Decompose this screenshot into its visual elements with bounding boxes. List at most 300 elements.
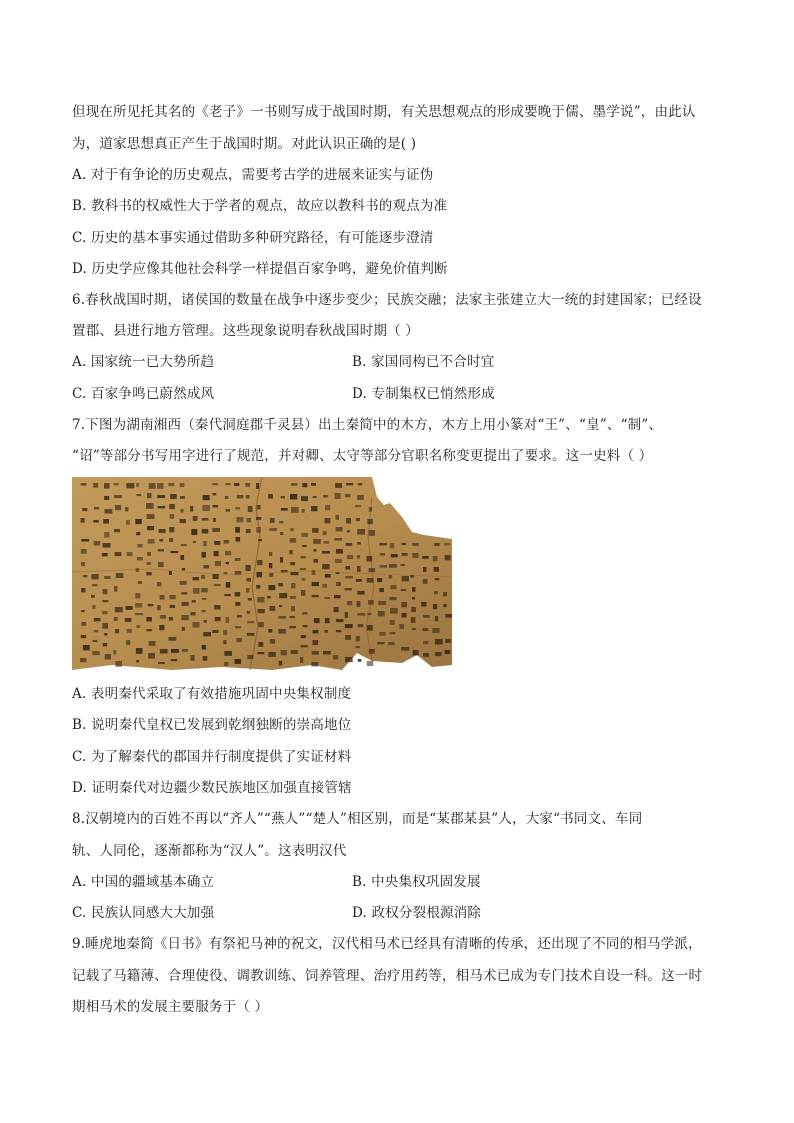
inscription-glyph bbox=[445, 639, 451, 643]
inscription-glyph bbox=[213, 518, 216, 522]
inscription-glyph bbox=[334, 607, 339, 612]
inscription-glyph bbox=[224, 662, 229, 666]
inscription-glyph bbox=[336, 630, 342, 632]
inscription-glyph bbox=[369, 568, 376, 572]
inscription-glyph bbox=[269, 528, 277, 531]
inscription-glyph bbox=[169, 483, 175, 486]
inscription-glyph bbox=[357, 555, 360, 559]
inscription-glyph bbox=[126, 483, 134, 488]
inscription-glyph bbox=[81, 483, 87, 486]
inscription-glyph bbox=[104, 483, 110, 489]
inscription-glyph bbox=[148, 539, 155, 544]
q9-stem-line-3: 期相马术的发展主要服务于（ ） bbox=[72, 999, 269, 1015]
inscription-glyph bbox=[104, 633, 107, 636]
inscription-glyph bbox=[323, 651, 331, 654]
inscription-glyph bbox=[94, 541, 101, 546]
inscription-glyph bbox=[256, 527, 261, 533]
q7-option-c: C. 为了解秦代的郡国并行制度提供了实证材料 bbox=[72, 749, 352, 765]
inscription-glyph bbox=[269, 552, 272, 556]
inscription-glyph bbox=[135, 593, 140, 598]
inscription-glyph bbox=[312, 595, 319, 597]
inscription-glyph bbox=[256, 517, 261, 520]
inscription-glyph bbox=[367, 613, 371, 615]
inscription-glyph bbox=[322, 584, 327, 588]
inscription-glyph bbox=[102, 623, 108, 629]
inscription-glyph bbox=[302, 509, 305, 513]
inscription-glyph bbox=[237, 615, 242, 618]
inscription-glyph bbox=[445, 614, 452, 618]
inscription-glyph bbox=[203, 541, 207, 546]
inscription-glyph bbox=[402, 613, 407, 618]
inscription-glyph bbox=[356, 518, 360, 521]
inscription-glyph bbox=[268, 629, 272, 633]
inscription-glyph bbox=[182, 568, 185, 570]
inscription-glyph bbox=[422, 556, 429, 559]
inscription-glyph bbox=[300, 568, 306, 570]
inscription-glyph bbox=[346, 518, 351, 524]
inscription-glyph bbox=[322, 564, 329, 569]
q6-option-d: D. 专制集权已悄然形成 bbox=[352, 386, 495, 402]
inscription-glyph bbox=[258, 622, 264, 627]
inscription-glyph bbox=[443, 592, 447, 596]
inscription-glyph bbox=[325, 518, 331, 523]
inscription-glyph bbox=[423, 567, 427, 572]
inscription-glyph bbox=[347, 601, 352, 605]
inscription-glyph bbox=[400, 564, 405, 566]
inscription-glyph bbox=[323, 495, 328, 498]
inscription-glyph bbox=[113, 650, 116, 655]
inscription-glyph bbox=[435, 652, 442, 656]
inscription-glyph bbox=[223, 640, 226, 644]
inscription-glyph bbox=[224, 572, 228, 574]
inscription-glyph bbox=[246, 495, 250, 499]
inscription-glyph bbox=[357, 529, 365, 535]
inscription-glyph bbox=[278, 616, 286, 619]
inscription-glyph bbox=[215, 561, 221, 566]
inscription-glyph bbox=[421, 602, 426, 607]
inscription-glyph bbox=[302, 578, 306, 581]
inscription-glyph bbox=[390, 608, 398, 614]
inscription-glyph bbox=[81, 518, 85, 523]
inscription-glyph bbox=[358, 659, 362, 662]
inscription-glyph bbox=[102, 611, 108, 614]
inscription-glyph bbox=[149, 641, 156, 646]
inscription-glyph bbox=[334, 595, 341, 598]
inscription-glyph bbox=[313, 496, 317, 498]
inscription-glyph bbox=[312, 582, 319, 586]
inscription-glyph bbox=[81, 610, 85, 612]
inscription-glyph bbox=[269, 585, 276, 590]
inscription-glyph bbox=[390, 620, 395, 625]
inscription-glyph bbox=[159, 529, 166, 533]
inscription-glyph bbox=[146, 617, 152, 622]
inscription-glyph bbox=[226, 509, 230, 512]
inscription-glyph bbox=[270, 606, 276, 611]
inscription-glyph bbox=[135, 603, 142, 608]
inscription-glyph bbox=[279, 661, 282, 666]
inscription-glyph bbox=[356, 646, 360, 648]
inscription-glyph bbox=[281, 496, 285, 498]
inscription-glyph bbox=[202, 529, 209, 534]
inscription-glyph bbox=[324, 630, 328, 633]
inscription-glyph bbox=[214, 551, 219, 556]
inscription-glyph bbox=[170, 595, 176, 599]
inscription-glyph bbox=[215, 617, 221, 621]
inscription-glyph bbox=[291, 606, 295, 611]
inscription-glyph bbox=[204, 565, 210, 569]
inscription-glyph bbox=[278, 629, 286, 634]
inscription-glyph bbox=[423, 615, 429, 618]
inscription-glyph bbox=[301, 635, 306, 638]
inscription-glyph bbox=[291, 583, 295, 588]
inscription-glyph bbox=[93, 483, 98, 488]
inscription-glyph bbox=[116, 661, 122, 667]
inscription-glyph bbox=[104, 532, 109, 538]
inscription-glyph bbox=[105, 654, 111, 660]
inscription-glyph bbox=[278, 583, 283, 586]
inscription-glyph bbox=[367, 661, 374, 666]
inscription-glyph bbox=[247, 518, 252, 522]
inscription-glyph bbox=[434, 591, 438, 594]
inscription-glyph bbox=[203, 495, 210, 500]
inscription-glyph bbox=[104, 496, 109, 500]
inscription-glyph bbox=[212, 630, 218, 633]
q6-stem-line-2: 置郡、县进行地方管理。这些现象说明春秋战国时期（ ） bbox=[72, 323, 419, 339]
inscription-glyph bbox=[103, 643, 107, 646]
inscription-glyph bbox=[357, 591, 364, 595]
q7-option-d: D. 证明秦代对边疆少数民族地区加强直接管辖 bbox=[72, 780, 352, 796]
inscription-glyph bbox=[236, 517, 243, 522]
inscription-glyph bbox=[147, 493, 152, 498]
inscription-glyph bbox=[313, 630, 319, 633]
inscription-glyph bbox=[312, 570, 316, 575]
inscription-glyph bbox=[201, 588, 208, 592]
inscription-glyph bbox=[411, 617, 416, 623]
inscription-glyph bbox=[347, 530, 350, 533]
inscription-glyph bbox=[247, 633, 255, 636]
inscription-glyph bbox=[345, 576, 353, 579]
inscription-glyph bbox=[346, 483, 353, 485]
inscription-glyph bbox=[136, 532, 140, 535]
inscription-glyph bbox=[324, 597, 330, 599]
inscription-glyph bbox=[433, 556, 438, 561]
inscription-glyph bbox=[148, 653, 155, 659]
inscription-glyph bbox=[279, 593, 287, 598]
inscription-glyph bbox=[169, 617, 173, 621]
inscription-glyph bbox=[379, 588, 384, 592]
q8-stem-line-1: 8.汉朝境内的百姓不再以“齐人”“燕人”“楚人”相区别，而是“某郡某县”人，大家“书同文、车同 bbox=[72, 811, 643, 827]
inscription-glyph bbox=[236, 537, 241, 542]
wooden-tablet-illustration bbox=[72, 477, 452, 670]
inscription-glyph bbox=[423, 579, 428, 584]
inscription-glyph bbox=[412, 553, 418, 558]
inscription-glyph bbox=[94, 618, 101, 621]
inscription-glyph bbox=[445, 650, 451, 654]
inscription-glyph bbox=[147, 562, 151, 565]
inscription-glyph bbox=[291, 483, 297, 486]
inscription-glyph bbox=[236, 638, 242, 642]
inscription-glyph bbox=[347, 555, 353, 559]
inscription-glyph bbox=[169, 571, 172, 575]
inscription-glyph bbox=[103, 543, 111, 548]
inscription-glyph bbox=[423, 641, 428, 644]
inscription-glyph bbox=[336, 582, 341, 586]
inscription-glyph bbox=[290, 562, 295, 565]
inscription-glyph bbox=[126, 606, 133, 610]
qin-wooden-tablet-image bbox=[72, 477, 452, 670]
inscription-glyph bbox=[434, 543, 439, 546]
inscription-glyph bbox=[192, 622, 199, 628]
inscription-glyph bbox=[289, 550, 292, 554]
inscription-glyph bbox=[247, 655, 253, 659]
inscription-glyph bbox=[291, 650, 298, 654]
inscription-glyph bbox=[204, 620, 207, 623]
inscription-glyph bbox=[202, 505, 210, 511]
inscription-glyph bbox=[411, 607, 416, 612]
q8-option-c: C. 民族认同感大大加强 bbox=[72, 905, 215, 921]
inscription-glyph bbox=[190, 612, 195, 616]
inscription-glyph bbox=[203, 656, 208, 661]
inscription-glyph bbox=[103, 589, 108, 594]
inscription-glyph bbox=[146, 503, 154, 509]
inscription-glyph bbox=[435, 578, 440, 580]
inscription-glyph bbox=[281, 650, 287, 655]
inscription-glyph bbox=[335, 483, 342, 488]
inscription-glyph bbox=[81, 588, 85, 592]
inscription-glyph bbox=[356, 579, 362, 582]
inscription-glyph bbox=[412, 543, 419, 546]
inscription-glyph bbox=[345, 612, 348, 618]
q5-stem-line-1: 但现在所见托其名的《老子》一书则写成于战国时期，有关思想观点的形成要晚于儒、墨学说”，由此认 bbox=[72, 104, 696, 120]
inscription-glyph bbox=[170, 605, 176, 608]
q6-option-b: B. 家国同构已不合时宜 bbox=[352, 354, 495, 370]
inscription-glyph bbox=[235, 659, 242, 664]
inscription-glyph bbox=[389, 575, 393, 579]
inscription-glyph bbox=[302, 483, 307, 487]
inscription-glyph bbox=[333, 655, 338, 660]
inscription-glyph bbox=[257, 652, 264, 654]
inscription-glyph bbox=[303, 625, 308, 627]
inscription-glyph bbox=[346, 566, 351, 570]
inscription-glyph bbox=[345, 657, 353, 662]
inscription-glyph bbox=[159, 539, 163, 542]
inscription-glyph bbox=[115, 552, 122, 556]
inscription-glyph bbox=[226, 617, 230, 623]
inscription-glyph bbox=[126, 520, 130, 525]
inscription-glyph bbox=[182, 627, 185, 631]
q6-stem-line-1: 6.春秋战国时期，诸侯国的数量在战争中逐步变少；民族交融；法家主张建立大一统的封建国家；已经设 bbox=[72, 292, 702, 308]
inscription-glyph bbox=[213, 493, 217, 495]
inscription-glyph bbox=[313, 539, 321, 544]
inscription-glyph bbox=[157, 582, 161, 586]
inscription-glyph bbox=[182, 602, 189, 606]
q8-option-a: A. 中国的疆域基本确立 bbox=[72, 874, 215, 890]
inscription-glyph bbox=[92, 584, 97, 586]
inscription-glyph bbox=[213, 505, 219, 508]
inscription-glyph bbox=[213, 574, 219, 579]
inscription-glyph bbox=[280, 532, 283, 535]
inscription-glyph bbox=[377, 578, 382, 582]
inscription-glyph bbox=[257, 597, 264, 603]
inscription-glyph bbox=[291, 572, 299, 575]
inscription-glyph bbox=[181, 544, 187, 546]
inscription-glyph bbox=[146, 629, 151, 631]
q6-option-c: C. 百家争鸣已蔚然成风 bbox=[72, 386, 215, 402]
inscription-glyph bbox=[191, 529, 197, 535]
inscription-glyph bbox=[114, 617, 118, 621]
inscription-glyph bbox=[224, 651, 232, 656]
inscription-glyph bbox=[423, 653, 429, 657]
q6-option-a: A. 国家统一已大势所趋 bbox=[72, 354, 215, 370]
inscription-glyph bbox=[345, 635, 351, 640]
inscription-glyph bbox=[116, 573, 124, 578]
inscription-glyph bbox=[192, 600, 196, 603]
inscription-glyph bbox=[226, 483, 231, 485]
inscription-glyph bbox=[201, 575, 205, 579]
inscription-glyph bbox=[358, 483, 362, 485]
inscription-glyph bbox=[114, 483, 119, 485]
inscription-glyph bbox=[93, 640, 98, 642]
inscription-glyph bbox=[248, 598, 252, 601]
inscription-glyph bbox=[246, 565, 251, 571]
inscription-glyph bbox=[258, 539, 262, 541]
inscription-glyph bbox=[147, 514, 155, 519]
inscription-glyph bbox=[412, 597, 415, 600]
inscription-glyph bbox=[237, 495, 243, 498]
inscription-glyph bbox=[336, 527, 343, 531]
inscription-glyph bbox=[202, 518, 209, 521]
inscription-glyph bbox=[355, 505, 361, 507]
inscription-glyph bbox=[268, 652, 275, 657]
inscription-glyph bbox=[335, 493, 341, 499]
inscription-glyph bbox=[247, 621, 254, 623]
inscription-glyph bbox=[226, 562, 229, 564]
inscription-glyph bbox=[432, 628, 439, 633]
inscription-glyph bbox=[402, 553, 408, 556]
inscription-glyph bbox=[214, 541, 220, 545]
inscription-glyph bbox=[367, 625, 373, 631]
inscription-glyph bbox=[301, 533, 308, 537]
inscription-glyph bbox=[92, 605, 96, 609]
inscription-glyph bbox=[345, 624, 353, 628]
inscription-glyph bbox=[214, 584, 221, 586]
q7-option-a: A. 表明秦代采取了有效措施巩固中央集权制度 bbox=[72, 686, 352, 702]
inscription-glyph bbox=[149, 483, 156, 489]
inscription-glyph bbox=[193, 541, 196, 543]
inscription-glyph bbox=[136, 625, 140, 628]
inscription-glyph bbox=[390, 543, 394, 548]
inscription-glyph bbox=[127, 552, 133, 556]
inscription-glyph bbox=[158, 549, 164, 552]
inscription-glyph bbox=[138, 581, 142, 584]
inscription-glyph bbox=[435, 616, 438, 621]
inscription-glyph bbox=[302, 612, 307, 615]
inscription-glyph bbox=[280, 557, 283, 563]
inscription-glyph bbox=[170, 494, 177, 499]
inscription-glyph bbox=[336, 572, 340, 574]
inscription-glyph bbox=[115, 607, 123, 612]
inscription-glyph bbox=[169, 637, 177, 641]
inscription-glyph bbox=[314, 559, 319, 563]
inscription-glyph bbox=[345, 588, 352, 590]
inscription-glyph bbox=[380, 565, 387, 568]
inscription-glyph bbox=[115, 505, 121, 510]
inscription-glyph bbox=[181, 615, 188, 620]
inscription-glyph bbox=[169, 538, 173, 542]
inscription-glyph bbox=[289, 626, 296, 628]
inscription-glyph bbox=[247, 611, 250, 614]
inscription-glyph bbox=[301, 556, 306, 558]
inscription-glyph bbox=[158, 506, 166, 508]
inscription-glyph bbox=[171, 659, 177, 661]
inscription-glyph bbox=[171, 649, 179, 653]
inscription-glyph bbox=[212, 528, 220, 532]
inscription-glyph bbox=[423, 628, 429, 631]
inscription-glyph bbox=[312, 651, 319, 655]
inscription-glyph bbox=[433, 604, 437, 609]
q8-option-b: B. 中央集权巩固发展 bbox=[352, 874, 481, 890]
inscription-glyph bbox=[193, 516, 198, 521]
inscription-glyph bbox=[225, 551, 231, 555]
inscription-glyph bbox=[325, 618, 330, 623]
inscription-glyph bbox=[136, 648, 143, 654]
inscription-glyph bbox=[224, 594, 231, 596]
inscription-glyph bbox=[160, 595, 165, 600]
inscription-glyph bbox=[302, 545, 306, 547]
inscription-glyph bbox=[369, 649, 375, 654]
inscription-glyph bbox=[380, 632, 386, 636]
inscription-glyph bbox=[92, 651, 100, 655]
inscription-glyph bbox=[105, 509, 113, 514]
inscription-glyph bbox=[256, 483, 259, 489]
inscription-glyph bbox=[114, 586, 117, 592]
inscription-glyph bbox=[136, 660, 139, 663]
inscription-glyph bbox=[335, 538, 343, 541]
inscription-glyph bbox=[193, 577, 200, 580]
inscription-glyph bbox=[126, 640, 130, 645]
inscription-glyph bbox=[445, 555, 451, 560]
inscription-glyph bbox=[235, 592, 241, 597]
inscription-glyph bbox=[401, 602, 407, 607]
inscription-glyph bbox=[268, 494, 273, 499]
inscription-glyph bbox=[94, 630, 99, 632]
inscription-glyph bbox=[136, 568, 140, 572]
q8-stem-line-2: 轨、人同伦，逐渐都称为“汉人”。这表明汉代 bbox=[72, 843, 347, 859]
inscription-glyph bbox=[325, 574, 331, 578]
inscription-glyph bbox=[193, 588, 200, 594]
inscription-glyph bbox=[279, 521, 283, 523]
inscription-glyph bbox=[411, 575, 414, 578]
inscription-glyph bbox=[322, 551, 330, 554]
inscription-glyph bbox=[258, 642, 263, 647]
inscription-glyph bbox=[379, 543, 386, 546]
inscription-glyph bbox=[158, 562, 164, 567]
inscription-glyph bbox=[336, 515, 340, 520]
inscription-glyph bbox=[180, 496, 185, 499]
inscription-glyph bbox=[258, 609, 265, 613]
inscription-glyph bbox=[235, 571, 242, 575]
inscription-glyph bbox=[391, 554, 398, 557]
q5-option-b: B. 教科书的权威性大于学者的观点，故应以教科书的观点为准 bbox=[72, 198, 448, 214]
inscription-glyph bbox=[115, 629, 119, 633]
q8-option-d: D. 政权分裂根源消除 bbox=[352, 905, 482, 921]
q7-option-b: B. 说明秦代皇权已发展到乾纲独断的崇高地位 bbox=[72, 717, 352, 733]
inscription-glyph bbox=[82, 622, 87, 626]
inscription-glyph bbox=[444, 543, 450, 545]
inscription-glyph bbox=[301, 496, 308, 501]
inscription-glyph bbox=[256, 585, 260, 589]
inscription-glyph bbox=[158, 662, 165, 664]
